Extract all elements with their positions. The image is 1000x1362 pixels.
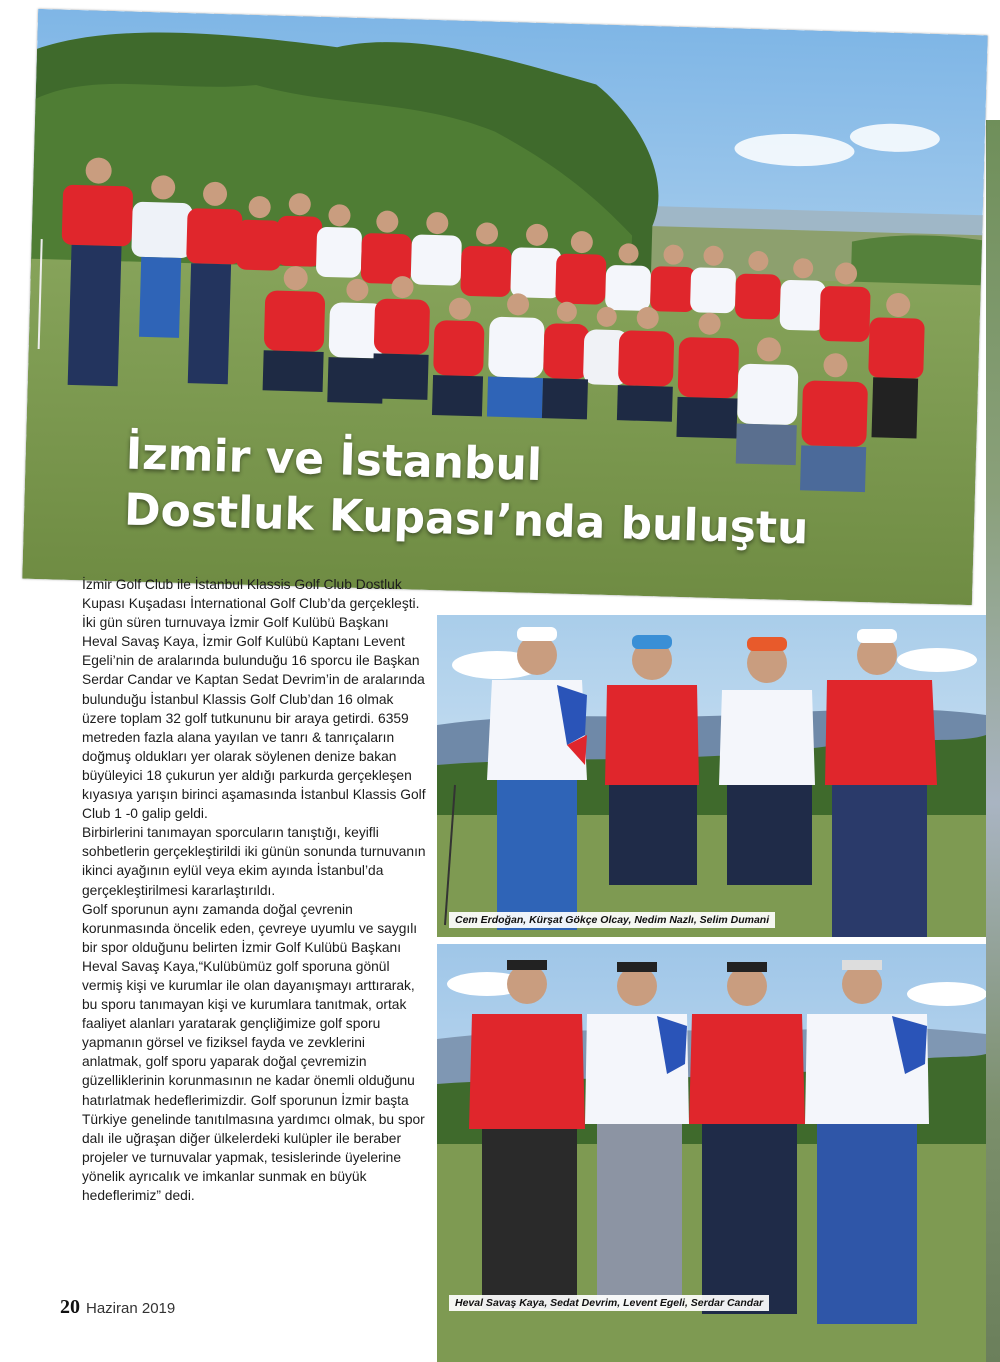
issue-date: Haziran 2019	[86, 1300, 176, 1317]
article-paragraph: Golf sporunun aynı zamanda doğal çevrenin korunmasında öncelik eden, çevreye uyumlu ve saygılı bir spor olduğunu belirten İzmir Golf Kulübü Başkanı Heval Savaş Kaya,“Kulübümüz golf sporuna gönül vermiş kişi ve kurumlar ile olan dayanışmayı arttırarak, bu sporu tanımayan kişi ve kurumlara tanıtmak, ortak faaliyet alanları yaratarak gençliğimize golf sporu yapmanın görsel ve fiziksel fayda ve zevklerini anlatmak, golf sporu yaparak doğal çevremizin güzelliklerinin korunmasının ne kadar önemli olduğunu hatırlatmak hedeflerimizdir. Golf sporunun İzmir başta Türkiye genelinde tanıtılmasına yardımcı olmak, bu spor dalı ile uğraşan diğer ülkelerdeki kulüpler ile beraber projeler ve turnuvalar yapmak, tesislerinde üyelerine yönelik ayrıcalık ve imkanlar sunmak en büyük hedeflerimiz” dedi.	[82, 901, 425, 1203]
article-paragraph: İzmir Golf Club ile İstanbul Klassis Golf Club Dostluk Kupası Kuşadası İnternational Golf Club’da gerçekleşti.	[82, 577, 420, 612]
four-golfers-photo-1	[437, 615, 986, 937]
article-paragraph: Birbirlerini tanımayan sporcuların tanıştığı, keyifli sohbetlerin gerçekleştirildi iki günün sonunda turnuvanın ikinci ayağının eylül veya ekim ayında İstanbul’da gerçekleştirilmesi kararlaştırıldı.	[82, 825, 426, 898]
page-number: 20	[60, 1296, 80, 1318]
article-title	[123, 426, 810, 557]
article-title-line2: Dostluk Kupası’nda buluştu	[123, 484, 810, 555]
group-photo	[22, 9, 988, 605]
article-title-line1: İzmir ve İstanbul	[125, 428, 543, 492]
photo-caption-1: Cem Erdoğan, Kürşat Gökçe Olcay, Nedim Nazlı, Selim Dumani	[449, 912, 775, 928]
article-paragraph: İki gün süren turnuvaya İzmir Golf Kulübü Başkanı Heval Savaş Kaya, İzmir Golf Kulübü Kaptanı Levent Egeli’nin de aralarında bulunduğu 16 sporcu ile Başkan Serdar Candar ve Kaptan Sedat Devrim’in de aralarında bulunduğu İstanbul Klassis Golf Club’dan 16 olmak üzere toplam 32 golf tutkununu bir araya getirdi. 6359 metreden fazla alana yayılan ve tanrı & tanrıçaların doğmuş oldukları yer olarak söylenen denize bakan büyüleyici 18 çukurun yer aldığı parkurda gerçekleşen kıyasıya yarışın birinci aşamasında İstanbul Klassis Golf Club 1 -0 galip geldi.	[82, 615, 426, 822]
article-body	[82, 575, 427, 1205]
next-page-edge	[986, 120, 1000, 1362]
four-golfers-photo-2	[437, 944, 986, 1362]
photo-caption-2: Heval Savaş Kaya, Sedat Devrim, Levent Egeli, Serdar Candar	[449, 1295, 769, 1311]
